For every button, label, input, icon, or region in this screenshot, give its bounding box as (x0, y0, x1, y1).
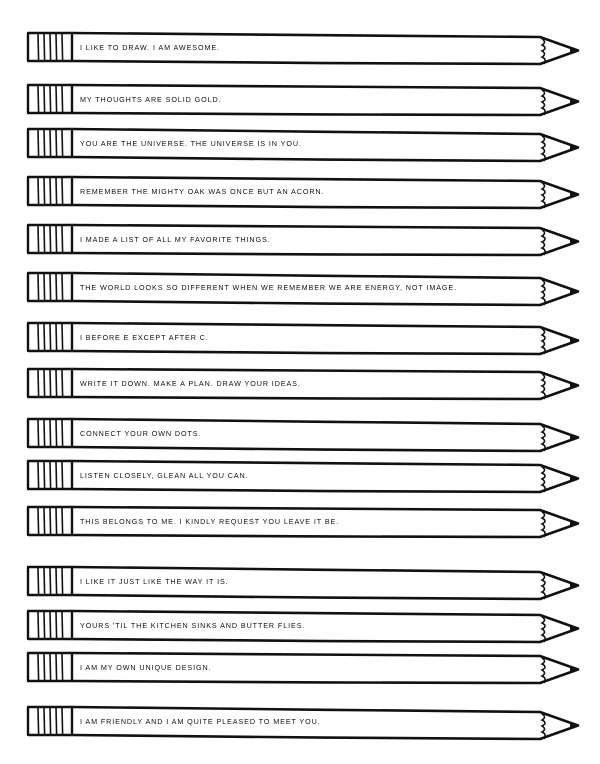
ferrule-ring (62, 462, 63, 488)
pencil-label: I MADE A LIST OF ALL MY FAVORITE THINGS. (80, 235, 271, 244)
sharpened-wood-edge (542, 39, 545, 64)
ferrule-ring (44, 708, 45, 734)
ferrule-ring (38, 708, 39, 734)
ferrule-ring (44, 324, 45, 350)
ferrule-ring (38, 370, 39, 396)
ferrule-ring (50, 612, 51, 638)
ferrule-ring (38, 508, 39, 534)
ferrule-ring (44, 86, 45, 112)
ferrule-ring (50, 462, 51, 488)
pencil-label: I BEFORE E EXCEPT AFTER C. (80, 333, 209, 342)
ferrule-ring (56, 34, 57, 60)
ferrule-ring (38, 226, 39, 252)
ferrule-ring (44, 462, 45, 488)
pencil-4 (0, 170, 600, 214)
ferrule-ring (44, 420, 45, 446)
sharpened-wood-edge (542, 714, 545, 739)
ferrule-ring (50, 130, 51, 156)
pencil-9 (0, 412, 600, 456)
ferrule-ring (56, 508, 57, 534)
ferrule-ring (50, 420, 51, 446)
ferrule-ring (50, 370, 51, 396)
pencil-label: REMEMBER THE MIGHTY OAK WAS ONCE BUT AN ACORN. (80, 187, 325, 196)
pencil-14 (0, 646, 600, 690)
ferrule-ring (38, 178, 39, 204)
ferrule-ring (44, 370, 45, 396)
ferrule-ring (38, 130, 39, 156)
ferrule-ring (56, 654, 57, 680)
ferrule-ring (44, 274, 45, 300)
ferrule-ring (44, 508, 45, 534)
sharpened-wood-edge (542, 617, 545, 642)
ferrule-ring (50, 86, 51, 112)
ferrule-ring (62, 612, 63, 638)
ferrule-ring (62, 420, 63, 446)
ferrule-ring (38, 274, 39, 300)
ferrule-ring (38, 420, 39, 446)
pencil-label: MY THOUGHTS ARE SOLID GOLD. (80, 95, 222, 104)
ferrule-ring (44, 612, 45, 638)
sharpened-wood-edge (542, 329, 545, 354)
sharpened-wood-edge (542, 136, 545, 161)
sharpened-wood-edge (542, 183, 545, 208)
ferrule-ring (56, 370, 57, 396)
pencil-label: THE WORLD LOOKS SO DIFFERENT WHEN WE REMEMBER WE ARE ENERGY, NOT IMAGE. (80, 283, 457, 292)
ferrule-ring (62, 568, 63, 594)
pencil-label: WRITE IT DOWN. MAKE A PLAN. DRAW YOUR IDEAS. (80, 379, 301, 388)
pencil-15 (0, 700, 600, 744)
ferrule-ring (62, 324, 63, 350)
ferrule-ring (50, 226, 51, 252)
ferrule-ring (38, 34, 39, 60)
pencil-6 (0, 266, 600, 310)
pencil-1 (0, 26, 600, 70)
ferrule-ring (50, 654, 51, 680)
ferrule-ring (44, 568, 45, 594)
ferrule-ring (38, 568, 39, 594)
pencil-8 (0, 362, 600, 406)
ferrule-ring (44, 654, 45, 680)
ferrule-ring (56, 130, 57, 156)
pencil-label: YOURS 'TIL THE KITCHEN SINKS AND BUTTER FLIES. (80, 621, 306, 630)
ferrule-ring (56, 612, 57, 638)
sharpened-wood-edge (542, 574, 545, 599)
pencil-label: YOU ARE THE UNIVERSE. THE UNIVERSE IS IN YOU. (80, 139, 302, 148)
pencil-13 (0, 604, 600, 648)
ferrule-ring (62, 508, 63, 534)
ferrule-ring (62, 130, 63, 156)
pencil-label: I LIKE TO DRAW. I AM AWESOME. (80, 43, 220, 52)
ferrule-ring (56, 178, 57, 204)
pencil-label: LISTEN CLOSELY, GLEAN ALL YOU CAN. (80, 471, 249, 480)
ferrule-ring (62, 86, 63, 112)
ferrule-ring (62, 654, 63, 680)
ferrule-ring (44, 130, 45, 156)
ferrule-ring (62, 370, 63, 396)
pencil-label: CONNECT YOUR OWN DOTS. (80, 429, 202, 438)
sharpened-wood-edge (542, 280, 545, 305)
ferrule-ring (62, 34, 63, 60)
ferrule-ring (56, 324, 57, 350)
ferrule-ring (38, 462, 39, 488)
ferrule-ring (56, 226, 57, 252)
pencil-12 (0, 560, 600, 604)
pencil-3 (0, 122, 600, 166)
ferrule-ring (38, 324, 39, 350)
ferrule-ring (38, 86, 39, 112)
sharpened-wood-edge (542, 374, 545, 399)
sharpened-wood-edge (542, 230, 545, 255)
sharpened-wood-edge (542, 426, 545, 451)
pencil-11 (0, 500, 600, 544)
ferrule-ring (50, 34, 51, 60)
pencil-label: I AM FRIENDLY AND I AM QUITE PLEASED TO MEET YOU. (80, 717, 321, 726)
pencil-label: I AM MY OWN UNIQUE DESIGN. (80, 663, 212, 672)
ferrule-ring (50, 178, 51, 204)
ferrule-ring (56, 86, 57, 112)
ferrule-ring (62, 226, 63, 252)
pencil-5 (0, 218, 600, 262)
pencil-2 (0, 78, 600, 122)
ferrule-ring (62, 708, 63, 734)
sharpened-wood-edge (542, 658, 545, 683)
sharpened-wood-edge (542, 467, 545, 492)
ferrule-ring (56, 708, 57, 734)
ferrule-ring (50, 508, 51, 534)
ferrule-ring (56, 420, 57, 446)
pencil-label: THIS BELONGS TO ME. I KINDLY REQUEST YOU LEAVE IT BE. (80, 517, 340, 526)
ferrule-ring (56, 568, 57, 594)
ferrule-ring (38, 612, 39, 638)
ferrule-ring (62, 178, 63, 204)
ferrule-ring (38, 654, 39, 680)
ferrule-ring (50, 324, 51, 350)
ferrule-ring (56, 274, 57, 300)
ferrule-ring (50, 708, 51, 734)
ferrule-ring (62, 274, 63, 300)
pencil-10 (0, 454, 600, 498)
ferrule-ring (50, 568, 51, 594)
ferrule-ring (44, 178, 45, 204)
pencil-7 (0, 316, 600, 360)
sharpened-wood-edge (542, 90, 545, 115)
ferrule-ring (44, 226, 45, 252)
ferrule-ring (56, 462, 57, 488)
pencil-label: I LIKE IT JUST LIKE THE WAY IT IS. (80, 577, 229, 586)
ferrule-ring (44, 34, 45, 60)
ferrule-ring (50, 274, 51, 300)
sharpened-wood-edge (542, 512, 545, 537)
